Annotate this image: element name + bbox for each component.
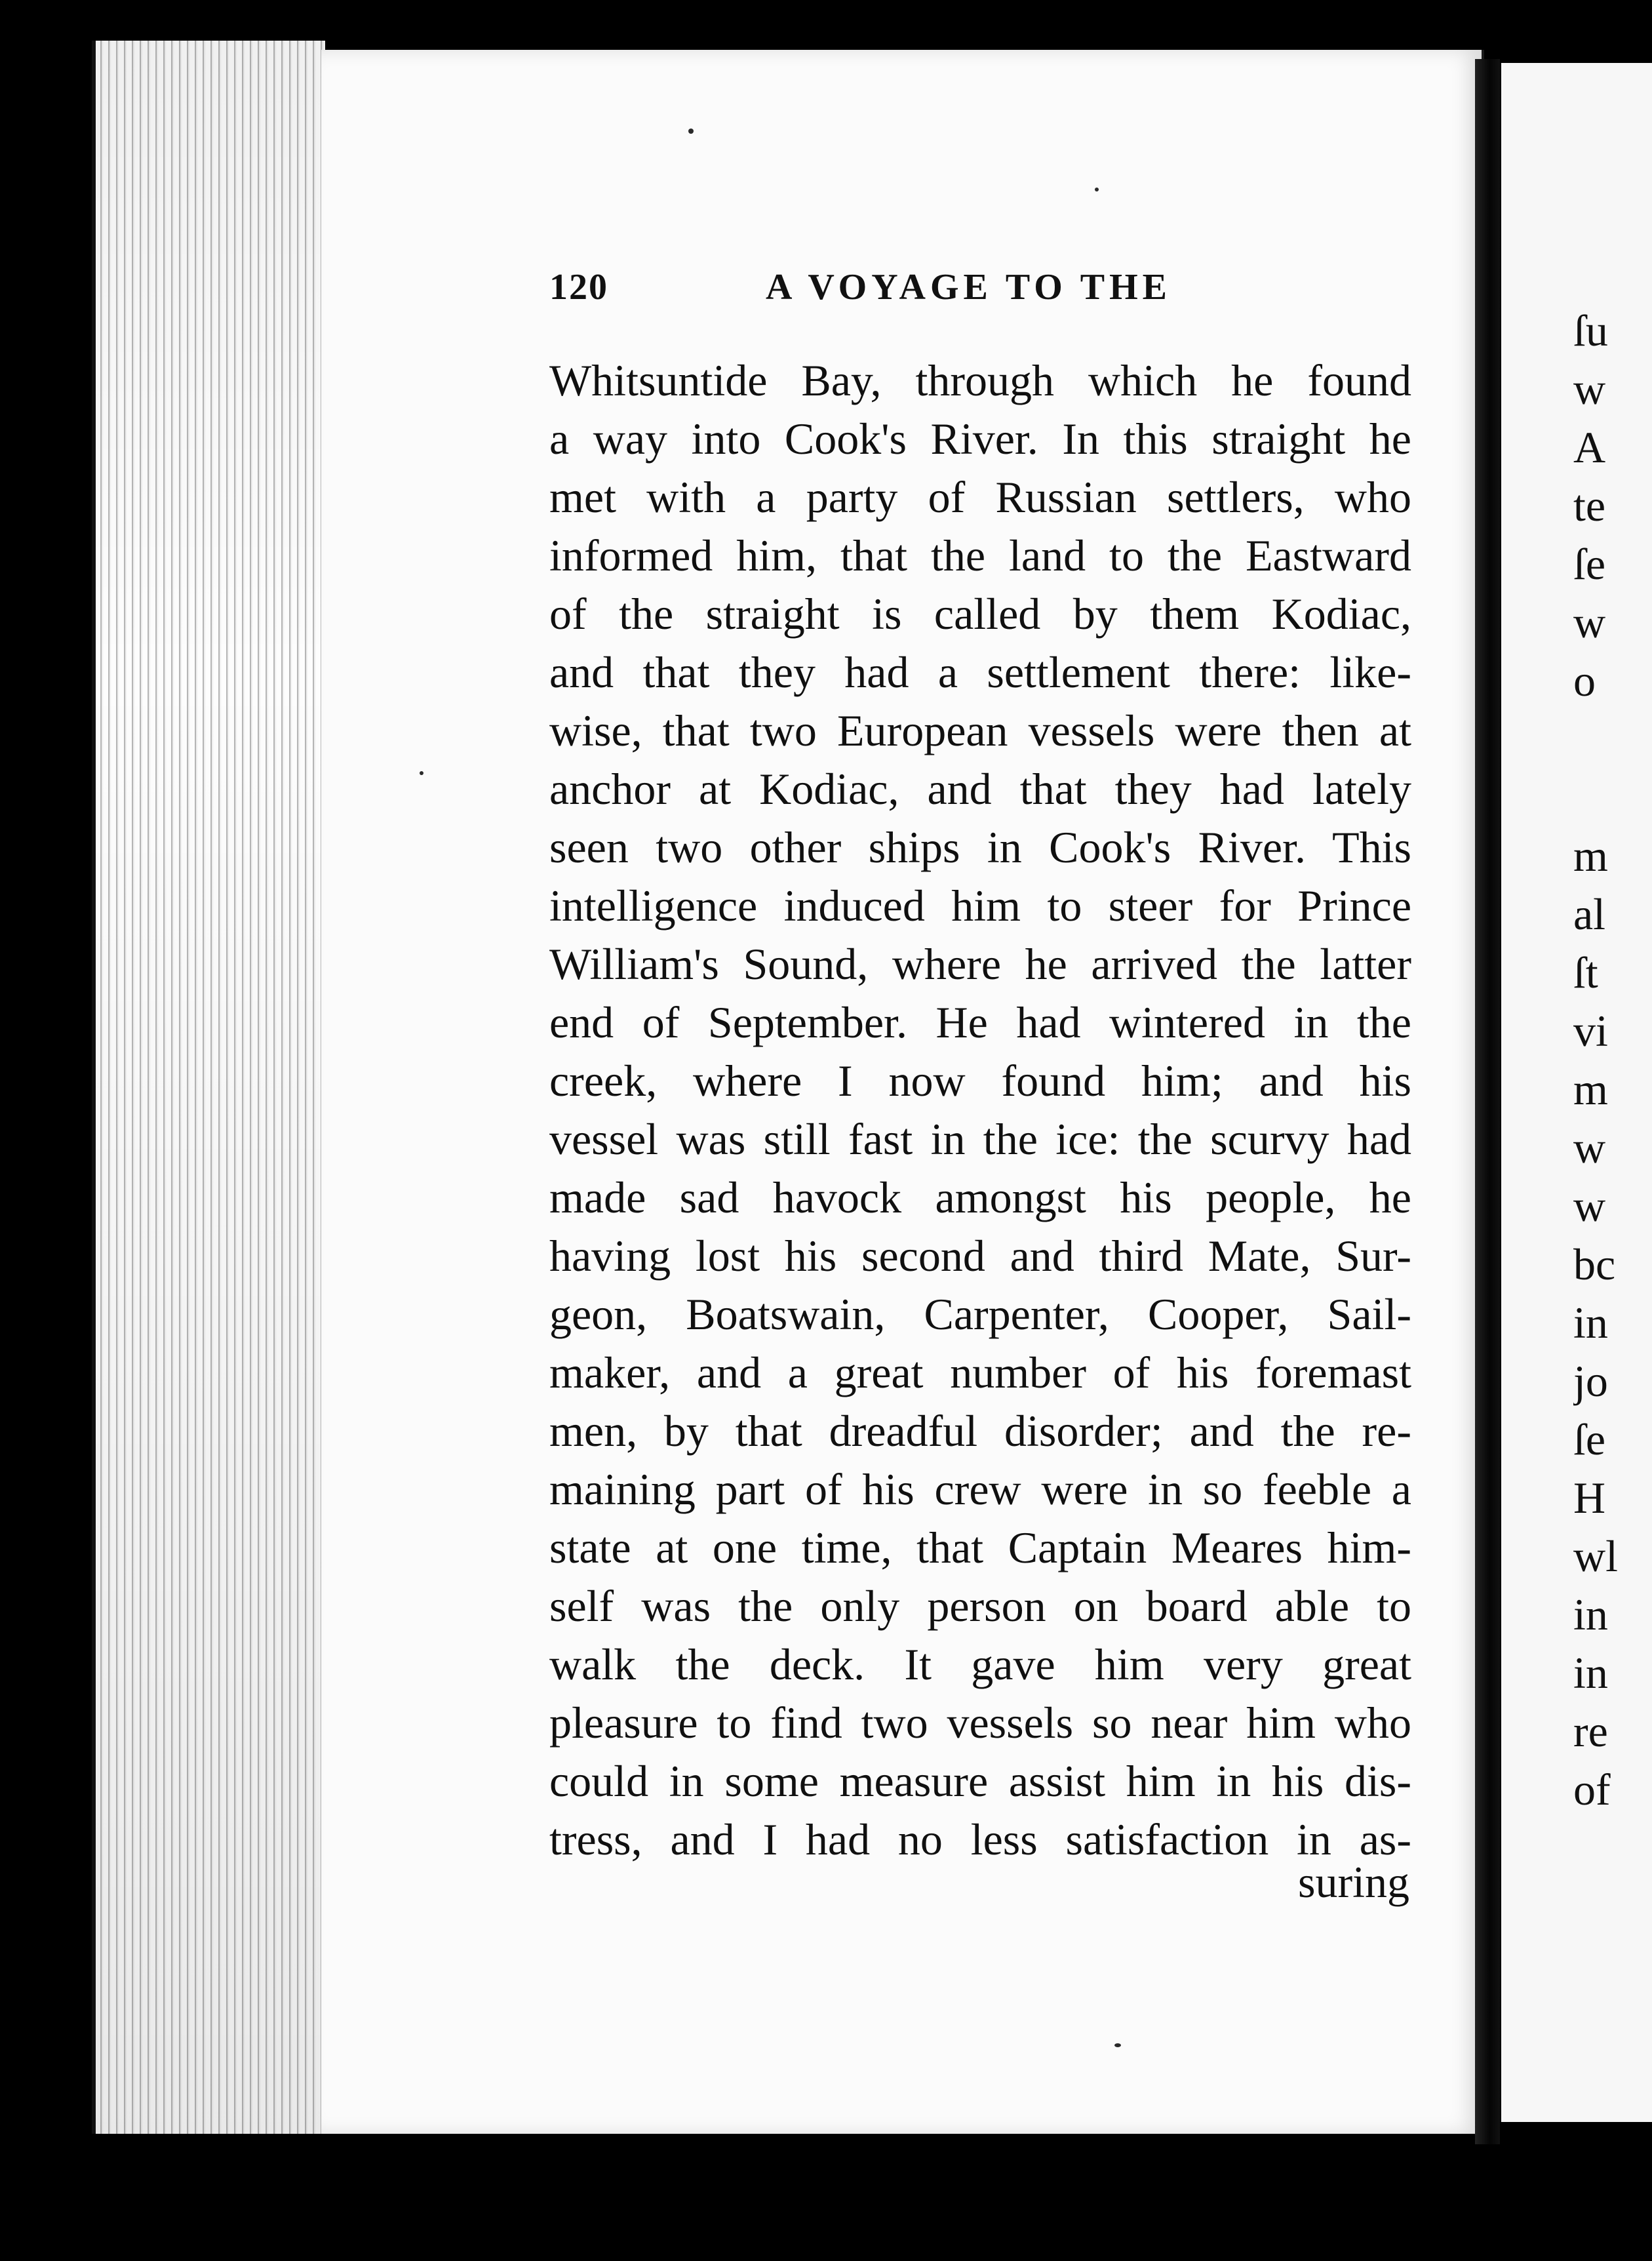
fragment-line: m (1573, 831, 1608, 881)
fragment-line: w (1573, 597, 1606, 647)
fragment-line: ſe (1573, 539, 1606, 589)
fragment-line (1573, 710, 1652, 769)
fragment-line: o (1573, 656, 1596, 706)
catchword: suring (1298, 1857, 1409, 1907)
text-line: and that they had a settlement there: like- (549, 647, 1411, 697)
text-line: maining part of his crew were in so feeble a (549, 1464, 1411, 1514)
fragment-line: ſe (1573, 1414, 1606, 1464)
fragment-line: te (1573, 481, 1606, 530)
fragment-line: of (1573, 1765, 1611, 1814)
fragment-line: re (1573, 1706, 1608, 1756)
fragment-line: jo (1573, 1356, 1608, 1406)
text-line: pleasure to find two vessels so near him who (549, 1698, 1411, 1748)
text-line: wise, that two European vessels were then at (549, 706, 1411, 755)
fragment-line: w (1573, 1123, 1606, 1172)
fragment-line: H (1573, 1473, 1606, 1523)
fragment-line: ſu (1573, 306, 1608, 355)
fragment-line: al (1573, 889, 1606, 939)
text-line: Whitsuntide Bay, through which he found (549, 355, 1411, 405)
text-line: met with a party of Russian settlers, who (549, 472, 1411, 522)
fragment-line: A (1573, 422, 1606, 472)
scan-speck (420, 771, 423, 775)
scan-speck (688, 129, 694, 134)
text-line: tress, and I had no less satisfaction in as- (549, 1814, 1411, 1864)
running-head (549, 266, 1402, 312)
text-line: seen two other ships in Cook's River. This (549, 822, 1411, 872)
text-line: having lost his second and third Mate, Sur- (549, 1231, 1411, 1281)
text-line: walk the deck. It gave him very great (549, 1639, 1411, 1689)
text-line: geon, Boatswain, Carpenter, Cooper, Sail- (549, 1289, 1411, 1339)
text-line: state at one time, that Captain Meares him- (549, 1523, 1411, 1572)
fragment-line: bc (1573, 1239, 1616, 1289)
fragment-line: vi (1573, 1006, 1608, 1056)
text-line: vessel was still fast in the ice: the scurvy had (549, 1114, 1411, 1164)
left-page (321, 50, 1484, 2134)
fragment-line: in (1573, 1648, 1608, 1698)
text-line: creek, where I now found him; and his (549, 1056, 1411, 1106)
text-line: maker, and a great number of his foremast (549, 1348, 1411, 1397)
text-line: end of September. He had wintered in the (549, 997, 1411, 1047)
text-line: anchor at Kodiac, and that they had lately (549, 764, 1411, 814)
text-line: made sad havock amongst his people, he (549, 1172, 1411, 1222)
text-line: informed him, that the land to the Eastward (549, 530, 1411, 580)
page-number: 120 (549, 267, 608, 308)
text-line: intelligence induced him to steer for Prince (549, 881, 1411, 930)
page-edges (92, 41, 325, 2134)
fragment-line: ſt (1573, 948, 1598, 997)
body-text (549, 351, 1411, 1869)
text-line: self was the only person on board able to (549, 1581, 1411, 1631)
scan-speck (1114, 2043, 1121, 2047)
fragment-line: in (1573, 1590, 1608, 1639)
fragment-line (1573, 769, 1652, 827)
right-page-text-fragments (1573, 302, 1652, 1819)
fragment-line: m (1573, 1064, 1608, 1114)
running-head-title: A VOYAGE TO THE (766, 267, 1172, 308)
fragment-line: wl (1573, 1531, 1618, 1581)
scan-speck (1095, 188, 1099, 191)
text-line: a way into Cook's River. In this straight he (549, 414, 1411, 464)
fragment-line: in (1573, 1298, 1608, 1348)
fragment-line: w (1573, 364, 1606, 414)
fragment-line: w (1573, 1181, 1606, 1231)
book-gutter (1475, 59, 1500, 2144)
text-line: could in some measure assist him in his dis- (549, 1756, 1411, 1806)
text-line: of the straight is called by them Kodiac, (549, 589, 1411, 639)
text-line: William's Sound, where he arrived the latter (549, 939, 1411, 989)
text-line: men, by that dreadful disorder; and the re- (549, 1406, 1411, 1456)
